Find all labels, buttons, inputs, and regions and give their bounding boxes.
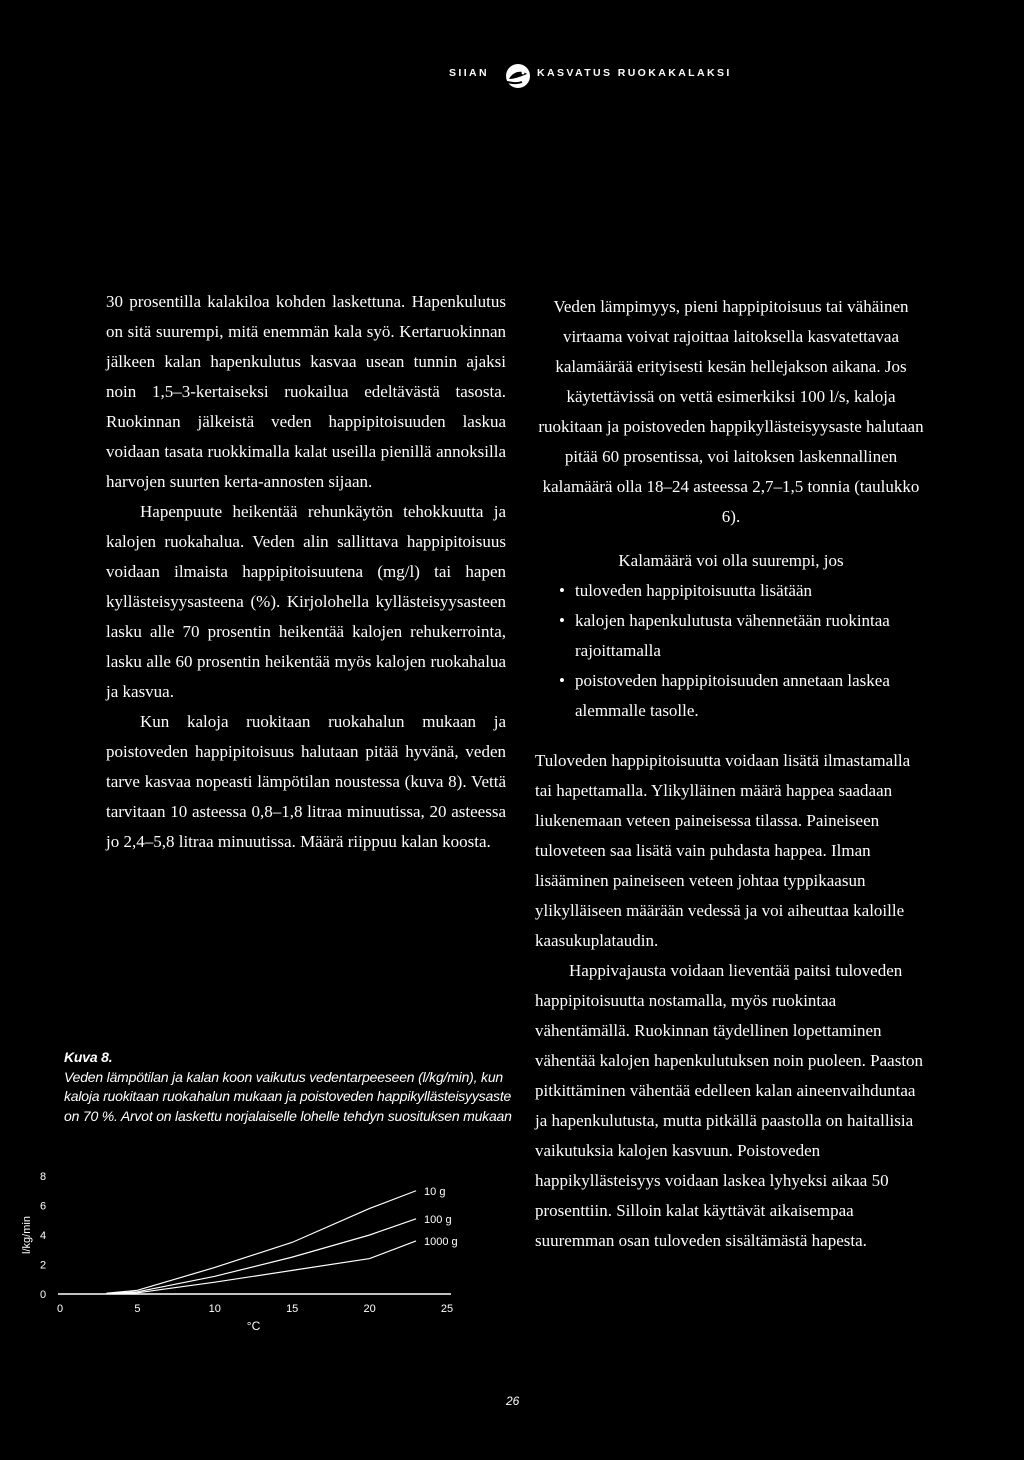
y-tick-label: 6	[39, 1200, 47, 1213]
right-column	[535, 292, 927, 1256]
figure-caption	[64, 1048, 514, 1126]
running-header	[0, 62, 1024, 92]
bullet-list	[535, 576, 927, 726]
y-axis-label: l/kg/min	[21, 1216, 33, 1254]
left-column	[106, 287, 506, 857]
x-tick-label: 5	[134, 1303, 141, 1315]
series-label: 1000 g	[424, 1235, 458, 1248]
header-left-text: SIIAN	[448, 67, 489, 79]
list-item: • poistoveden happipitoisuuden annetaan laskea alemmalle tasolle.	[559, 666, 927, 726]
y-tick-label: 8	[39, 1171, 47, 1183]
page-number: 26	[506, 1394, 520, 1408]
y-tick-label: 2	[39, 1259, 47, 1272]
series-line	[106, 1191, 416, 1294]
series-label: 100 g	[424, 1213, 452, 1226]
x-tick-label: 25	[440, 1303, 454, 1315]
list-item: • tuloveden happipitoisuutta lisätään	[559, 576, 927, 606]
series-line	[106, 1219, 416, 1294]
paragraph: Hapenpuute heikentää rehunkäytön tehokkuutta ja kalojen ruokahalua. Veden alin sallittava happipitoisuus voidaan ilmaista happipitoisuutena (mg/l) tai hapen kyllästeisyysasteena (%). Kirjolohella kyllästeisyysasteen lasku alle 70 prosentin heikentää kalojen rehukerrointa, lasku alle 60 prosentin heikentää myös kalojen ruokahalua ja kasvua.	[106, 502, 506, 701]
x-tick-label: 20	[363, 1303, 376, 1315]
series-label: 10 g	[424, 1185, 446, 1198]
x-axis-label: °C	[246, 1319, 261, 1333]
x-tick-label: 0	[56, 1303, 64, 1315]
header-right-text: KASVATUS RUOKAKALAKSI	[537, 67, 732, 79]
paragraph: Happivajausta voidaan lieventää paitsi tuloveden happipitoisuutta nostamalla, myös ruokintaa vähentämällä. Ruokinnan täydellinen lopettaminen vähentää kalojen hapenkulutuksen noin puoleen. Paaston pitkittäminen vähentää edelleen kalan aineenvaihduntaa ja hapenkulutusta, mutta pitkällä paastolla on haitallisia vaikutuksia kalojen kasvuun. Poistoveden happikyllästeisyys voidaan laskea lyhyeksi aikaa 50 prosenttiin. Silloin kalat käyttävät aikaisempaa suuremman osan tuloveden sisältämästä hapesta.	[535, 961, 924, 1250]
paragraph: Kun kaloja ruokitaan ruokahalun mukaan ja poistoveden happipitoisuus halutaan pitää hyvänä, veden tarve kasvaa nopeasti lämpötilan noustessa (kuva 8). Vettä tarvitaan 10 asteessa 0,8–1,8 litraa minuutissa, 20 asteessa jo 2,4–5,8 litraa minuutissa. Määrä riippuu kalan koosta.	[106, 712, 506, 851]
water-demand-chart	[0, 1158, 500, 1338]
list-item: • kalojen hapenkulutusta vähennetään ruokintaa rajoittamalla	[559, 606, 927, 666]
y-tick-label: 0	[39, 1289, 47, 1301]
paragraph: 30 prosentilla kalakiloa kohden laskettuna. Hapenkulutus on sitä suurempi, mitä enemmän kala syö. Kertaruokinnan jälkeen kalan hapenkulutus kasvaa usean tunnin ajaksi noin 1,5–3-kertaiseksi ruokailua edeltävästä tasosta. Ruokinnan jälkeistä veden happipitoisuuden laskua voidaan tasata ruokkimalla kalat useilla pienillä annoksilla harvojen suurten kerta-annosten sijaan.	[106, 292, 506, 491]
list-intro: Kalamäärä voi olla suurempi, jos	[618, 551, 844, 570]
y-tick-label: 4	[39, 1230, 47, 1242]
x-tick-label: 10	[208, 1303, 221, 1315]
fish-logo-icon	[502, 62, 534, 90]
paragraph: Veden lämpimyys, pieni happipitoisuus tai vähäinen virtaama voivat rajoittaa laitoksella kasvatettavaa kalamäärää erityisesti kesän hellejakson aikana. Jos käytettävissä on vettä esimerkiksi 100 l/s, kaloja ruokitaan ja poistoveden happikyllästeisyysaste halutaan pitää 60 prosentissa, voi laitoksen laskennallinen kalamäärä olla 18–24 asteessa 2,7–1,5 tonnia (taulukko 6).	[538, 297, 924, 526]
x-tick-label: 15	[286, 1303, 299, 1315]
figure-caption-title: Kuva 8.	[64, 1049, 113, 1065]
paragraph: Tuloveden happipitoisuutta voidaan lisätä ilmastamalla tai hapettamalla. Ylikylläinen määrä happea saadaan liukenemaan veteen paineisessa tilassa. Paineiseen tuloveteen saa lisätä vain puhdasta happea. Ilman lisääminen paineiseen veteen johtaa typpikaasun ylikylläiseen määrään vedessä ja voi aiheuttaa kaloille kaasukuplataudin.	[535, 751, 911, 950]
figure-caption-text: Veden lämpötilan ja kalan koon vaikutus vedentarpeeseen (l/kg/min), kun kaloja ruokitaan ruokahalun mukaan ja poistoveden happikyllästeisyysaste on 70 %. Arvot on laskettu norjalaiselle lohelle tehdyn suosituksen mukaan	[64, 1068, 512, 1124]
